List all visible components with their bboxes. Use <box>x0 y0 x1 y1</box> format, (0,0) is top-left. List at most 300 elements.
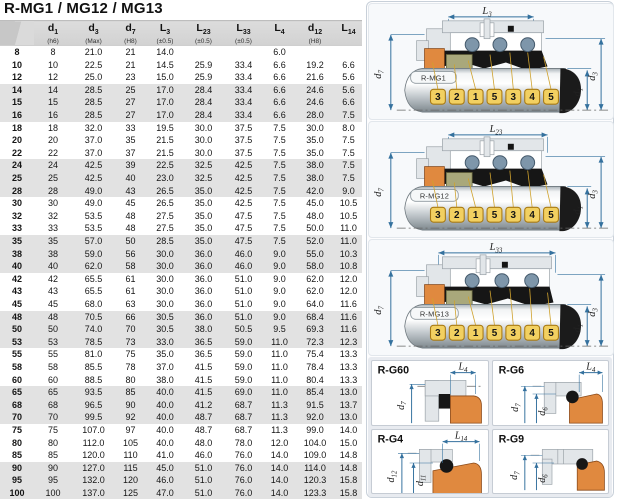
table-row <box>0 159 362 172</box>
dim-label-d3: $d_3$ <box>587 190 600 199</box>
size-cell: 68 <box>11 399 22 410</box>
table-row <box>0 474 362 487</box>
value-cell: 26.5 <box>156 198 174 209</box>
dim-label-L23: $L_{23}$ <box>489 123 503 137</box>
value-cell: 41.5 <box>194 387 213 398</box>
value-cell: 51.0 <box>194 487 213 498</box>
value-cell: 7.5 <box>273 223 286 234</box>
value-cell: 15 <box>47 97 58 108</box>
seal-diagram-rmg12 <box>369 122 613 237</box>
value-cell: 42.5 <box>234 198 253 209</box>
value-cell: 22.5 <box>156 160 174 171</box>
value-cell: 28.4 <box>194 84 213 95</box>
value-cell: 40.0 <box>156 399 174 410</box>
value-cell: 36.0 <box>194 248 213 259</box>
size-cell: 50 <box>11 324 22 335</box>
value-cell: 35.0 <box>156 349 174 360</box>
table-row <box>0 348 362 361</box>
seat-variants-grid <box>368 357 612 497</box>
value-cell: 46.0 <box>194 450 213 461</box>
value-cell: 38.0 <box>306 160 324 171</box>
value-cell: 36.0 <box>194 273 213 284</box>
value-cell: 25 <box>47 173 58 184</box>
value-cell: 62.0 <box>306 273 324 284</box>
value-cell: 30.0 <box>156 248 174 259</box>
size-cell: 55 <box>11 349 22 360</box>
value-cell: 70 <box>125 324 136 335</box>
value-cell: 69.3 <box>306 324 324 335</box>
dim-label-d12: $d_{12}$ <box>386 470 399 483</box>
value-cell: 37.0 <box>156 361 174 372</box>
value-cell: 97 <box>125 424 136 435</box>
value-cell: 48.0 <box>194 437 213 448</box>
table-row <box>0 172 362 185</box>
value-cell: 35.0 <box>194 210 213 221</box>
value-cell: 76.0 <box>234 487 253 498</box>
value-cell: 88.5 <box>84 374 103 385</box>
value-cell: 45.0 <box>306 198 324 209</box>
value-cell: 58 <box>47 361 58 372</box>
size-cell: 18 <box>11 122 22 133</box>
value-cell: 46.0 <box>156 475 174 486</box>
table-row <box>0 361 362 374</box>
value-cell: 28.5 <box>84 110 103 121</box>
size-cell: 43 <box>11 286 22 297</box>
value-cell: 7.5 <box>273 185 286 196</box>
value-cell: 21.5 <box>156 135 174 146</box>
value-cell: 39 <box>125 160 136 171</box>
size-cell: 30 <box>11 198 22 209</box>
value-cell: 27 <box>125 97 136 108</box>
value-cell: 109.0 <box>303 450 327 461</box>
value-cell: 33.4 <box>234 110 253 121</box>
part-tag: 5 <box>548 210 554 222</box>
part-tag: 3 <box>510 92 517 104</box>
table-row <box>0 248 362 261</box>
dim-label-d3: $d_3$ <box>587 308 600 317</box>
value-cell: 70 <box>47 412 58 423</box>
size-cell: 65 <box>11 387 22 398</box>
table-row <box>0 437 362 450</box>
dim-label-L3: $L_3$ <box>482 5 492 19</box>
seal-diagram-rmg13 <box>369 240 613 355</box>
model-label: R-MG12 <box>419 191 450 201</box>
value-cell: 16 <box>47 110 58 121</box>
dim-label-d7: $d_7$ <box>372 70 386 79</box>
size-cell: 100 <box>9 487 25 498</box>
value-cell: 52.0 <box>306 236 324 246</box>
page-title: R-MG1 / MG12 / MG13 <box>4 0 163 17</box>
value-cell: 25 <box>125 84 136 95</box>
value-cell: 37.0 <box>84 147 103 158</box>
value-cell: 59.0 <box>234 374 253 385</box>
value-cell: 68.0 <box>84 298 103 309</box>
seat-ring <box>425 167 445 187</box>
drive-pin <box>502 262 508 268</box>
size-cell: 15 <box>11 97 22 108</box>
corner-header-cell <box>0 21 34 46</box>
value-cell: 48.7 <box>194 424 213 435</box>
seat-label: R-G60 <box>377 364 410 377</box>
value-cell: 30.0 <box>156 261 174 272</box>
value-cell: 35 <box>47 236 58 246</box>
value-cell: 7.5 <box>273 147 286 158</box>
value-cell: 7.5 <box>273 173 286 184</box>
size-cell: 85 <box>11 450 22 461</box>
value-cell: 132.0 <box>82 475 105 486</box>
diagram-panel-rmg1 <box>368 3 614 120</box>
value-cell <box>295 46 335 59</box>
value-cell: 36.5 <box>194 349 213 360</box>
value-cell: 64.0 <box>306 298 324 309</box>
value-cell: 51.0 <box>234 286 253 297</box>
value-cell: 10.3 <box>339 248 358 259</box>
value-cell: 91.5 <box>306 399 324 410</box>
value-cell: 59.0 <box>234 349 253 360</box>
value-cell: 36.0 <box>194 261 213 272</box>
value-cell: 5.6 <box>342 84 355 95</box>
size-cell: 70 <box>11 412 22 423</box>
value-cell: 50 <box>125 236 136 246</box>
value-cell: 72.3 <box>306 336 324 347</box>
value-cell: 7.5 <box>273 160 286 171</box>
value-cell: 11.6 <box>340 298 357 309</box>
size-cell: 24 <box>11 160 22 171</box>
value-cell: 24 <box>47 160 58 171</box>
value-cell: 37.5 <box>234 122 253 133</box>
value-cell: 35.0 <box>194 185 213 196</box>
col-header-L4: $L_4$ <box>264 21 295 46</box>
value-cell: 47.5 <box>234 210 253 221</box>
value-cell <box>335 46 362 59</box>
o-ring <box>566 391 579 404</box>
value-cell: 14.8 <box>339 462 358 473</box>
value-cell: 30.0 <box>156 298 174 309</box>
value-cell: 11.0 <box>340 236 357 246</box>
springs <box>465 274 538 288</box>
col-header-d1: $d_1$ (h6) <box>34 21 72 46</box>
springs <box>465 38 534 52</box>
value-cell: 13.3 <box>339 349 358 360</box>
value-cell: 14.8 <box>339 450 358 461</box>
dim-label-d1: $d_1$ <box>572 323 585 333</box>
value-cell: 80.4 <box>306 374 324 385</box>
value-cell: 21.6 <box>306 72 324 83</box>
value-cell: 114.0 <box>304 462 326 473</box>
value-cell: 112.0 <box>82 437 105 448</box>
value-cell: 78 <box>125 361 136 372</box>
col-header-d3: $d_3$ (Max) <box>72 21 115 46</box>
value-cell: 85 <box>125 387 136 398</box>
value-cell: 62.0 <box>84 261 103 272</box>
table-row <box>0 462 362 475</box>
value-cell: 35.0 <box>194 236 213 246</box>
value-cell: 32 <box>47 210 58 221</box>
value-cell: 20 <box>47 135 58 146</box>
value-cell: 15.0 <box>156 72 174 83</box>
value-cell: 10.5 <box>339 198 358 209</box>
seat-box-rg6 <box>492 360 610 426</box>
value-cell: 7.5 <box>273 236 286 246</box>
dim-label-L4: $L_4$ <box>458 361 468 375</box>
value-cell: 30.0 <box>194 135 213 146</box>
value-cell: 21 <box>125 59 136 70</box>
value-cell: 7.5 <box>273 198 286 209</box>
value-cell: 22.5 <box>84 59 103 70</box>
value-cell: 14.0 <box>270 462 289 473</box>
value-cell: 40.0 <box>156 424 174 435</box>
value-cell: 35.0 <box>306 135 324 146</box>
table-row <box>0 285 362 298</box>
size-cell: 20 <box>11 135 22 146</box>
value-cell: 13.7 <box>339 399 358 410</box>
value-cell: 48 <box>125 210 136 221</box>
table-row <box>0 386 362 399</box>
value-cell: 50 <box>47 324 58 335</box>
seat-ring <box>425 285 445 305</box>
model-label-box <box>411 71 457 83</box>
value-cell: 65 <box>47 387 58 398</box>
value-cell: 23.0 <box>156 173 174 184</box>
value-cell: 66 <box>125 311 136 322</box>
value-cell: 69.0 <box>234 387 253 398</box>
value-cell: 51.0 <box>234 298 253 309</box>
value-cell: 68.7 <box>234 424 253 435</box>
value-cell: 40 <box>47 261 58 272</box>
seat-label: R-G9 <box>498 433 524 446</box>
table-body <box>0 46 362 500</box>
value-cell: 48.0 <box>306 210 324 221</box>
part-tag: 2 <box>454 92 460 104</box>
value-cell: 59.0 <box>84 248 103 259</box>
part-tag: 5 <box>548 92 554 104</box>
value-cell: 68.7 <box>234 412 253 423</box>
value-cell: 18 <box>47 122 58 133</box>
value-cell: 28 <box>47 185 58 196</box>
value-cell: 33.4 <box>234 84 253 95</box>
value-cell: 127.0 <box>82 462 105 473</box>
size-cell: 25 <box>11 173 22 184</box>
dim-label-d7: $d_7$ <box>372 306 386 315</box>
seat-box-rg4 <box>371 429 489 495</box>
value-cell: 55.0 <box>306 248 324 259</box>
diagram-section <box>366 1 614 498</box>
size-cell: 90 <box>11 462 22 473</box>
value-cell: 100 <box>45 487 61 498</box>
value-cell: 42.5 <box>234 160 253 171</box>
value-cell: 6.6 <box>273 72 286 83</box>
value-cell: 10.8 <box>339 261 358 272</box>
value-cell: 49.0 <box>84 198 103 209</box>
table-row <box>0 222 362 235</box>
size-cell: 32 <box>11 210 22 221</box>
value-cell: 6.0 <box>273 47 286 58</box>
size-cell: 48 <box>11 311 22 322</box>
model-label: R-MG1 <box>421 73 446 83</box>
size-cell: 35 <box>11 236 22 246</box>
value-cell: 59.0 <box>234 336 253 347</box>
size-cell: 8 <box>14 47 20 58</box>
value-cell: 7.5 <box>273 210 286 221</box>
value-cell: 11.0 <box>271 349 288 360</box>
value-cell: 37.0 <box>84 135 103 146</box>
value-cell: 68.7 <box>234 399 253 410</box>
value-cell: 30.0 <box>156 286 174 297</box>
value-cell: 33.0 <box>156 336 174 347</box>
value-cell: 47.0 <box>156 487 174 498</box>
value-cell: 41.2 <box>194 399 213 410</box>
value-cell: 62.0 <box>306 286 324 297</box>
value-cell: 30.0 <box>156 273 174 284</box>
value-cell: 38.0 <box>306 173 324 184</box>
value-cell: 33.4 <box>234 72 253 83</box>
size-cell: 40 <box>11 261 22 272</box>
value-cell: 45 <box>47 298 58 309</box>
value-cell: 6.6 <box>342 97 355 108</box>
drive-pin <box>508 26 514 32</box>
dimension-table <box>0 20 362 499</box>
col-header-d12: $d_{12}$ (H8) <box>295 21 335 46</box>
value-cell: 45 <box>125 198 136 209</box>
table-row <box>0 46 362 59</box>
value-cell: 23 <box>125 72 136 83</box>
value-cell: 40.0 <box>156 412 174 423</box>
left-dimension <box>396 384 425 423</box>
value-cell: 81.0 <box>84 349 103 360</box>
table-row <box>0 336 362 349</box>
value-cell: 96.5 <box>84 399 103 410</box>
dim-label-L14: $L_{14}$ <box>454 430 468 443</box>
value-cell: 105 <box>122 437 139 448</box>
value-cell: 13.3 <box>339 374 358 385</box>
col-header-L3: $L_3$ (±0.5) <box>146 21 184 46</box>
col-header-L14: $L_{14}$ <box>335 21 362 46</box>
value-cell: 9.0 <box>273 298 286 309</box>
value-cell: 15.0 <box>339 437 358 448</box>
value-cell: 26.5 <box>156 185 174 196</box>
value-cell: 48 <box>125 223 136 234</box>
value-cell: 10 <box>47 59 58 70</box>
size-cell: 60 <box>11 374 22 385</box>
value-cell: 43 <box>47 286 58 297</box>
value-cell: 33.4 <box>234 59 253 70</box>
value-cell: 6.6 <box>273 97 286 108</box>
size-cell: 95 <box>11 475 22 486</box>
diagram-panel-rmg13 <box>368 239 614 356</box>
value-cell: 137.0 <box>82 487 105 498</box>
value-cell: 40 <box>125 173 136 184</box>
model-label: R-MG13 <box>419 309 450 319</box>
size-cell: 10 <box>11 59 22 70</box>
size-cell: 28 <box>11 185 22 196</box>
value-cell: 120.3 <box>303 475 327 486</box>
value-cell: 7.5 <box>273 135 286 146</box>
value-cell: 30 <box>47 198 58 209</box>
dim-label-d7: $d_7$ <box>395 401 409 410</box>
seat-box-rg9 <box>492 429 610 495</box>
top-dimension <box>579 362 602 392</box>
value-cell: 11.0 <box>271 336 288 347</box>
part-tag: 3 <box>435 92 441 104</box>
value-cell: 9.0 <box>273 311 286 322</box>
value-cell: 53.5 <box>84 223 103 234</box>
value-cell: 7.5 <box>273 122 286 133</box>
part-tag: 1 <box>472 92 479 104</box>
size-cell: 16 <box>11 110 22 121</box>
value-cell: 9.0 <box>273 261 286 272</box>
size-cell: 22 <box>11 147 22 158</box>
value-cell: 9.5 <box>273 324 286 335</box>
value-cell: 92 <box>125 412 136 423</box>
value-cell: 61 <box>125 286 136 297</box>
table-row <box>0 185 362 198</box>
value-cell: 25.9 <box>194 72 213 83</box>
value-cell: 68.4 <box>306 311 324 322</box>
value-cell: 10.5 <box>339 210 358 221</box>
value-cell: 37.5 <box>234 147 253 158</box>
value-cell <box>184 46 223 59</box>
dim-label-d1: $d_1$ <box>572 205 585 215</box>
drive-pin <box>508 144 514 150</box>
value-cell: 51.0 <box>194 462 213 473</box>
value-cell: 17.0 <box>156 110 174 121</box>
value-cell: 85 <box>47 450 58 461</box>
value-cell: 14.0 <box>339 424 358 435</box>
table-row <box>0 399 362 412</box>
value-cell: 19.5 <box>156 122 174 133</box>
value-cell: 42 <box>47 273 58 284</box>
value-cell: 47.5 <box>234 223 253 234</box>
size-cell: 33 <box>11 223 22 234</box>
value-cell: 28.5 <box>84 97 103 108</box>
value-cell: 19.2 <box>306 59 324 70</box>
table-row <box>0 411 362 424</box>
value-cell: 11.3 <box>271 424 288 435</box>
value-cell: 53 <box>47 336 58 347</box>
size-cell: 80 <box>11 437 22 448</box>
value-cell: 7.5 <box>342 147 355 158</box>
value-cell: 13.0 <box>339 412 358 423</box>
value-cell: 25.9 <box>194 59 213 70</box>
table-row <box>0 210 362 223</box>
part-tag: 1 <box>472 210 479 222</box>
value-cell: 99.5 <box>84 412 103 423</box>
part-tag: 3 <box>435 210 441 222</box>
value-cell: 17.0 <box>156 84 174 95</box>
value-cell: 110 <box>123 450 138 461</box>
dim-label-d1: $d_1$ <box>572 87 585 97</box>
value-cell: 9.0 <box>273 273 286 284</box>
value-cell: 85.4 <box>306 387 324 398</box>
table-row <box>0 134 362 147</box>
value-cell: 9.0 <box>273 248 286 259</box>
value-cell: 13.3 <box>339 361 358 372</box>
table-row <box>0 71 362 84</box>
value-cell: 28.0 <box>306 110 324 121</box>
value-cell: 76.0 <box>234 462 253 473</box>
value-cell: 123.3 <box>303 487 327 498</box>
value-cell: 57.0 <box>84 236 103 246</box>
value-cell: 41.0 <box>156 450 174 461</box>
part-tag: 4 <box>529 328 535 340</box>
value-cell: 7.5 <box>342 160 355 171</box>
value-cell: 50.0 <box>306 223 324 234</box>
value-cell: 36.0 <box>194 298 213 309</box>
value-cell: 33.4 <box>234 97 253 108</box>
value-cell: 61 <box>125 273 136 284</box>
value-cell: 6.6 <box>273 84 286 95</box>
table-row <box>0 323 362 336</box>
